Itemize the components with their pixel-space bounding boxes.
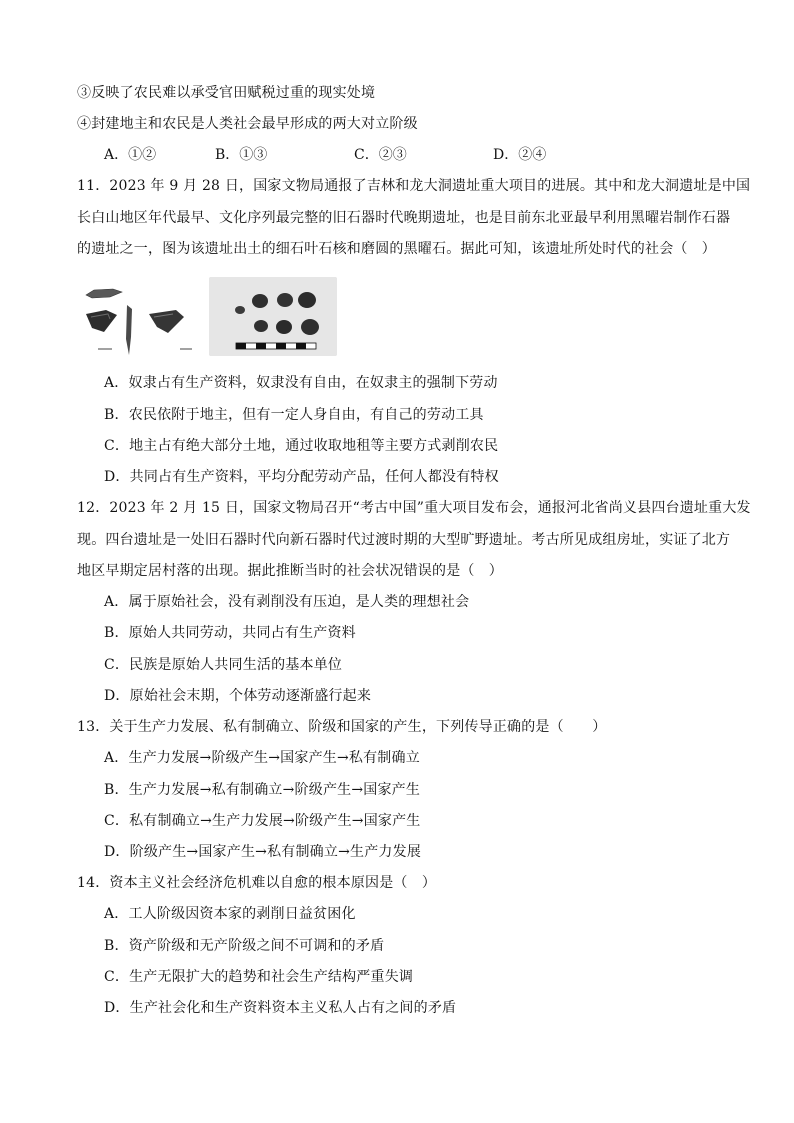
- q11-stem-line-2: 长白山地区年代最早、文化序列最完整的旧石器时代晚期遗址，也是目前东北亚最早利用黑曜岩制作石器: [77, 210, 731, 226]
- q10-option-d: D．②④: [493, 147, 547, 163]
- q11-option-b: B．农民依附于地主，但有一定人身自由，有自己的劳动工具: [104, 407, 484, 423]
- q14-option-d: D．生产社会化和生产资料资本主义私人占有之间的矛盾: [104, 1000, 457, 1016]
- q14-option-c: C．生产无限扩大的趋势和社会生产结构严重失调: [104, 969, 414, 985]
- q14-option-b: B．资产阶级和无产阶级之间不可调和的矛盾: [104, 938, 385, 954]
- q12-stem-line-2: 现。四台遗址是一处旧石器时代向新石器时代过渡时期的大型旷野遗址。考古所见成组房址，实证了北方: [77, 532, 731, 548]
- q10-option-a: A．①②: [104, 147, 157, 163]
- q13-option-a: A．生产力发展→阶级产生→国家产生→私有制确立: [104, 750, 420, 766]
- q11-stem-line-1: 11．2023 年 9 月 28 日，国家文物局通报了吉林和龙大洞遗址重大项目的进展。其中和龙大洞遗址是中国: [77, 178, 751, 194]
- q12-option-a: A．属于原始社会，没有剥削没有压迫，是人类的理想社会: [104, 594, 470, 610]
- q12-option-c: C．民族是原始人共同生活的基本单位: [104, 657, 343, 673]
- q11-stem-line-3: 的遗址之一，图为该遗址出土的细石叶石核和磨圆的黑曜石。据此可知，该遗址所处时代的社会（ ）: [77, 241, 716, 257]
- q13-option-c: C．私有制确立→生产力发展→阶级产生→国家产生: [104, 813, 421, 829]
- q14-option-a: A．工人阶级因资本家的剥削日益贫困化: [104, 906, 356, 922]
- q10-option-c: C．②③: [354, 147, 407, 163]
- q12-option-d: D．原始社会末期，个体劳动逐渐盛行起来: [104, 688, 372, 704]
- obsidian-pebbles-photo: [209, 277, 337, 356]
- q11-option-c: C．地主占有绝大部分土地，通过收取地租等主要方式剥削农民: [104, 438, 499, 454]
- q10-option-b: B．①③: [215, 147, 268, 163]
- q12-stem-line-1: 12．2023 年 2 月 15 日，国家文物局召开“考古中国”重大项目发布会，通报河北省尚义县四台遗址重大发: [77, 500, 751, 516]
- q12-option-b: B．原始人共同劳动，共同占有生产资料: [104, 625, 356, 641]
- q13-option-b: B．生产力发展→私有制确立→阶级产生→国家产生: [104, 782, 421, 798]
- microblade-cores-photo: [80, 283, 196, 355]
- q11-option-d: D．共同占有生产资料，平均分配劳动产品，任何人都没有特权: [104, 469, 499, 485]
- statement-3: ③反映了农民难以承受官田赋税过重的现实处境: [77, 85, 376, 101]
- statement-4: ④封建地主和农民是人类社会最早形成的两大对立阶级: [77, 116, 418, 132]
- q14-stem: 14．资本主义社会经济危机难以自愈的根本原因是（ ）: [77, 875, 437, 891]
- q12-stem-line-3: 地区早期定居村落的出现。据此推断当时的社会状况错误的是（ ）: [77, 563, 503, 579]
- q13-option-d: D．阶级产生→国家产生→私有制确立→生产力发展: [104, 844, 422, 860]
- q13-stem: 13．关于生产力发展、私有制确立、阶级和国家的产生，下列传导正确的是（ ）: [77, 719, 607, 735]
- q11-option-a: A．奴隶占有生产资料，奴隶没有自由，在奴隶主的强制下劳动: [104, 375, 498, 391]
